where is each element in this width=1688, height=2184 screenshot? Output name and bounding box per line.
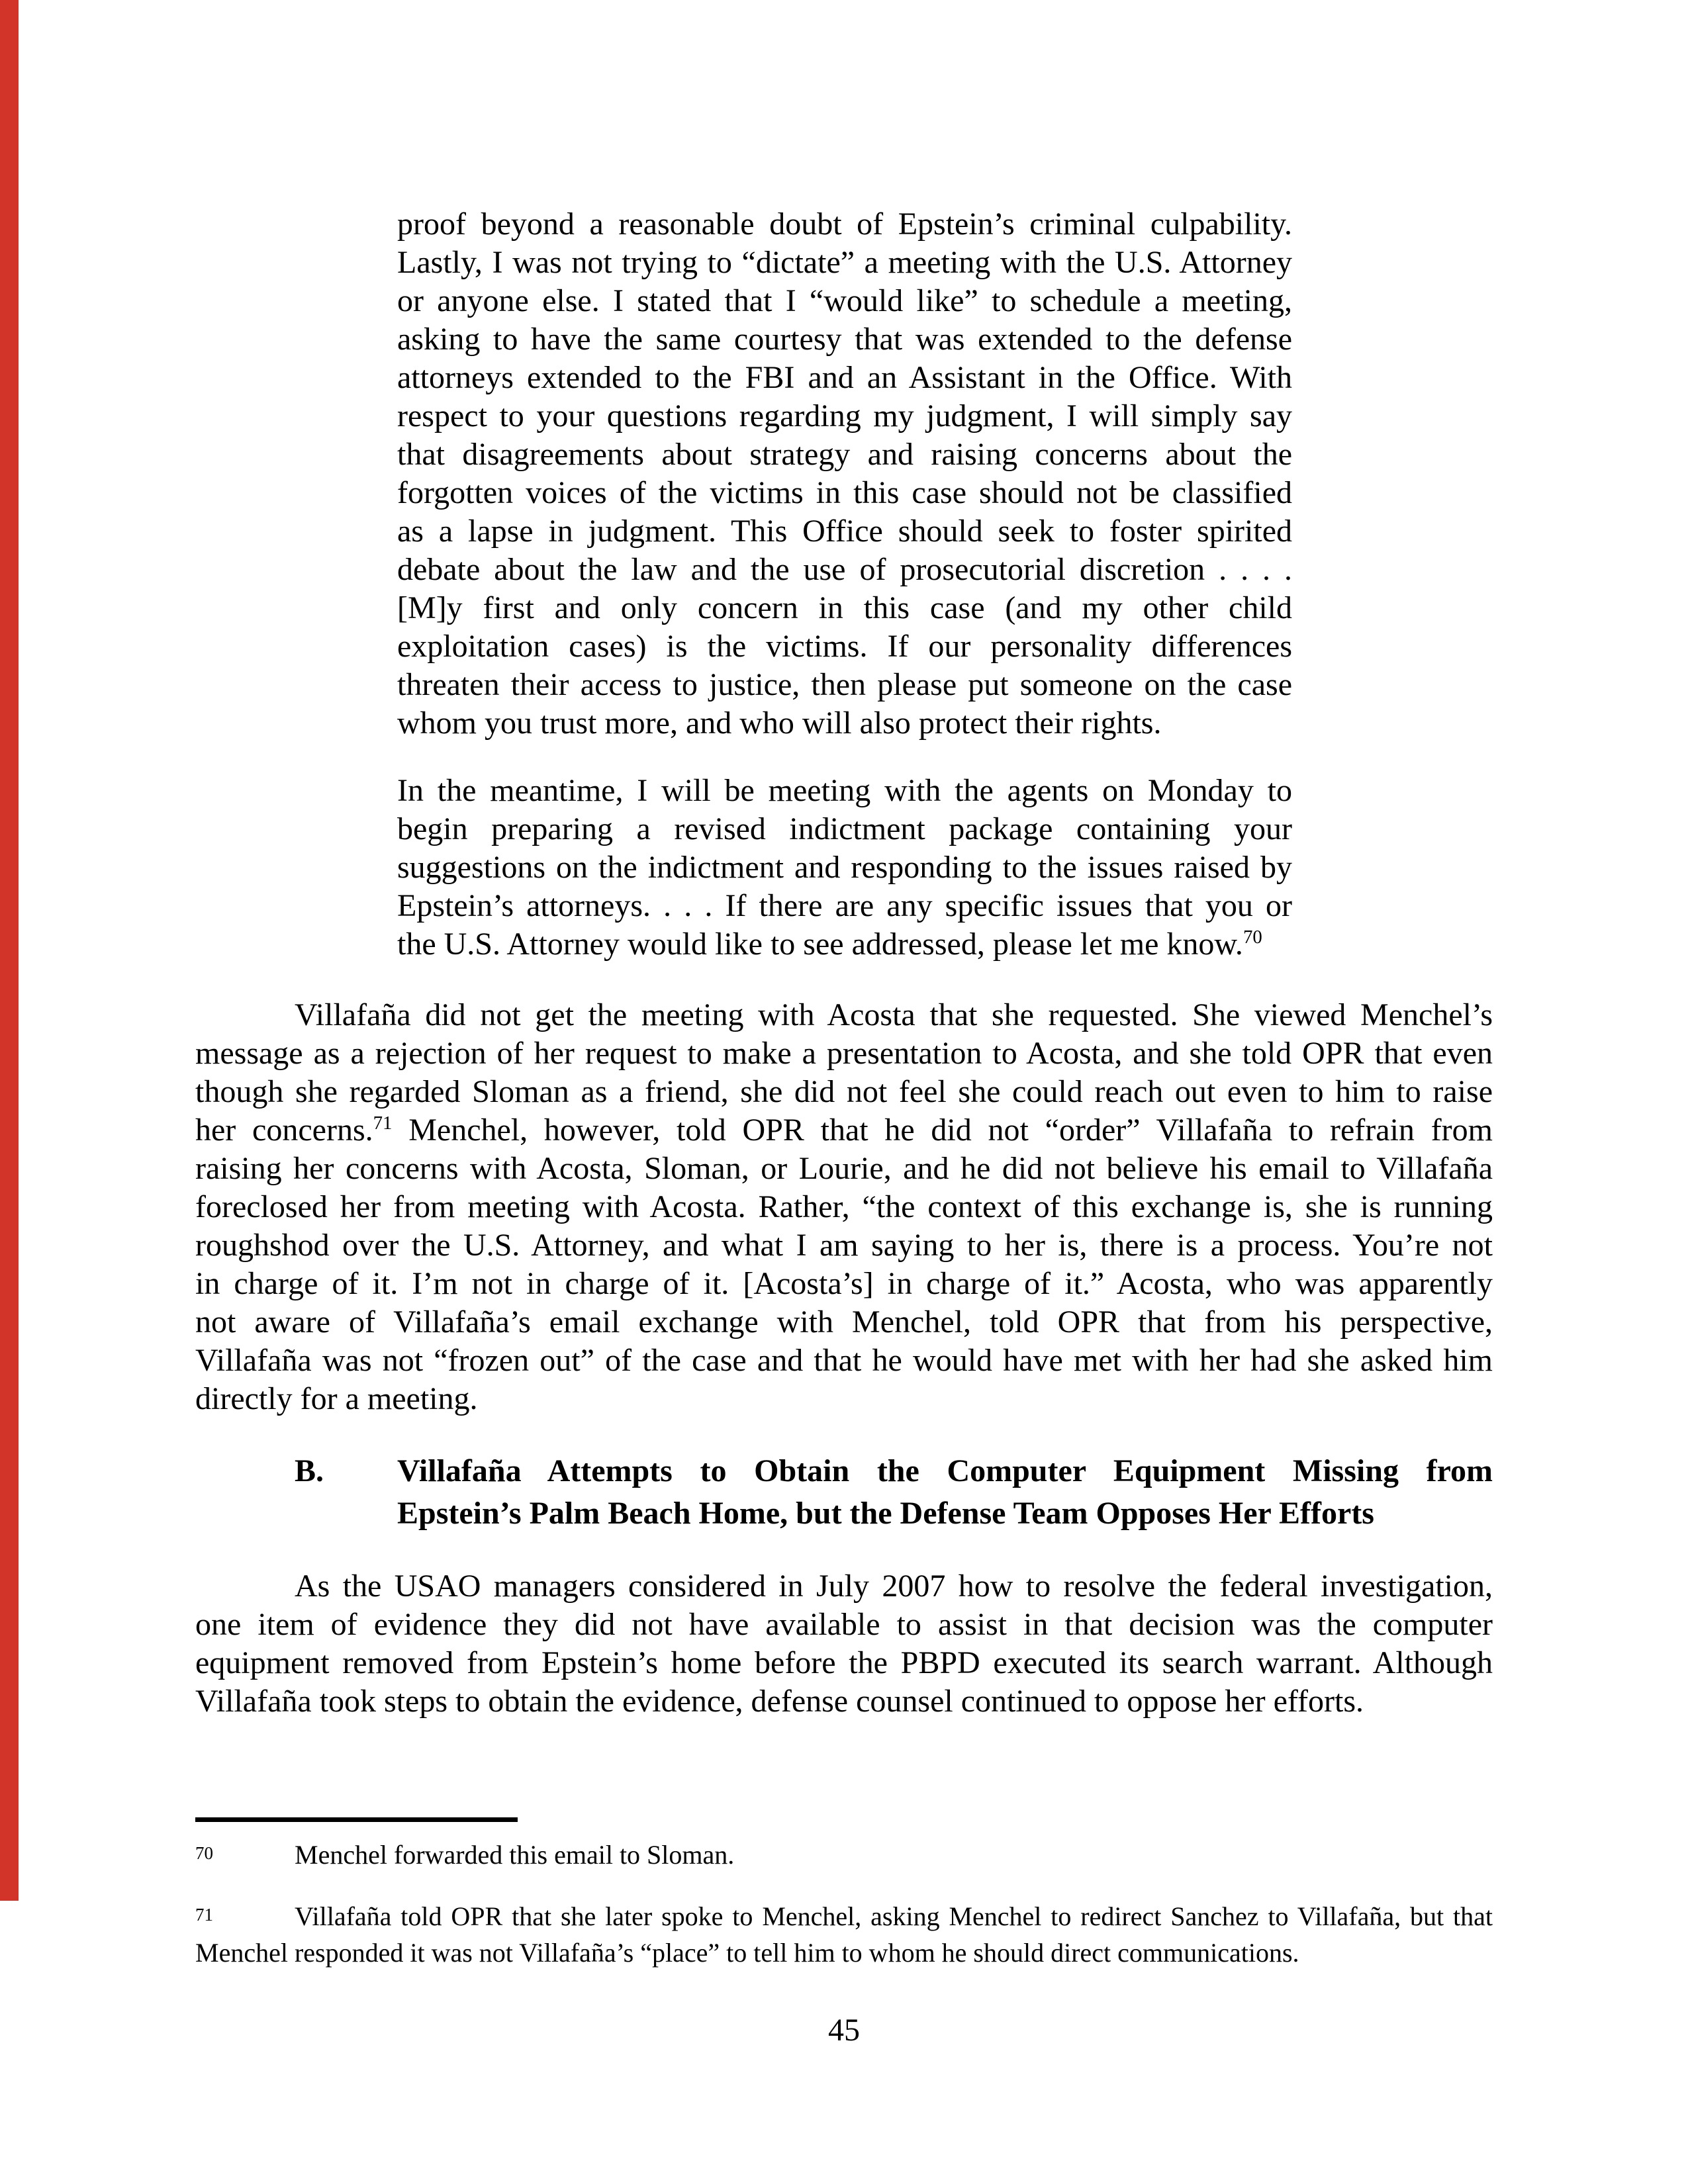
text-line: in charge of it. I’m not in charge of it. [Acosta’s] in charge of it.” Acosta, who was apparently (195, 1266, 1493, 1301)
text-line: Villafaña told OPR that she later spoke to Menchel, asking Menchel to redirect Sanchez to Villafaña, but that (295, 1901, 1493, 1931)
footnote-71-text (195, 1898, 1493, 1971)
footnote-70-marker: 70 (195, 1843, 213, 1863)
text-line: Villafaña was not “frozen out” of the case and that he would have met with her had she asked him (195, 1343, 1493, 1378)
text-line: proof beyond a reasonable doubt of Epstein’s criminal culpability. (397, 206, 1292, 242)
text-line: Villafaña took steps to obtain the evidence, defense counsel continued to oppose her efforts. (195, 1684, 1364, 1719)
text-line: message as a rejection of her request to make a presentation to Acosta, and she told OPR that even (195, 1036, 1493, 1071)
text-line: the U.S. Attorney would like to see addressed, please let me know.$^{70}$ (397, 927, 1262, 962)
text-line: suggestions on the indictment and responding to the issues raised by (397, 850, 1292, 885)
footnote-71 (195, 1898, 1493, 1971)
text-line: forgotten voices of the victims in this case should not be classified (397, 475, 1292, 510)
block-quote-paragraph-1 (397, 205, 1292, 743)
text-line: asking to have the same courtesy that was extended to the defense (397, 322, 1292, 357)
text-line: threaten their access to justice, then please put someone on the case (397, 667, 1292, 702)
footnote-71-marker: 71 (195, 1905, 213, 1925)
section-title (397, 1450, 1493, 1535)
text-line: Menchel forwarded this email to Sloman. (295, 1840, 735, 1870)
text-line: exploitation cases) is the victims. If our personality differences (397, 629, 1292, 664)
text-line: Menchel responded it was not Villafaña’s “place” to tell him to whom he should direct communications. (195, 1938, 1299, 1968)
text-line: Epstein’s attorneys. . . . If there are any specific issues that you or (397, 888, 1292, 923)
footnote-divider (195, 1817, 518, 1822)
block-quote-paragraph-2 (397, 772, 1292, 964)
text-line: directly for a meeting. (195, 1381, 478, 1416)
text-line: whom you trust more, and who will also protect their rights. (397, 705, 1162, 741)
text-line: In the meantime, I will be meeting with the agents on Monday to (397, 773, 1292, 808)
text-line: foreclosed her from meeting with Acosta. Rather, “the context of this exchange is, she is running (195, 1189, 1493, 1224)
text-line: Lastly, I was not trying to “dictate” a meeting with the U.S. Attorney (397, 245, 1292, 280)
footnote-70 (195, 1837, 1493, 1873)
text-line: roughshod over the U.S. Attorney, and what I am saying to her is, there is a process. You’re not (195, 1228, 1493, 1263)
text-line: debate about the law and the use of prosecutorial discretion . . . . (397, 552, 1292, 587)
text-line: though she regarded Sloman as a friend, she did not feel she could reach out even to him to raise (195, 1074, 1493, 1109)
text-line: Villafaña Attempts to Obtain the Computer Equipment Missing from (397, 1453, 1493, 1488)
text-line: respect to your questions regarding my judgment, I will simply say (397, 398, 1292, 433)
section-number: B. (295, 1453, 324, 1488)
footnote-70-text (195, 1837, 1493, 1873)
text-line: that disagreements about strategy and raising concerns about the (397, 437, 1292, 472)
section-heading (295, 1450, 1493, 1535)
text-line: equipment removed from Epstein’s home before the PBPD executed its search warrant. Although (195, 1645, 1493, 1680)
text-line: or anyone else. I stated that I “would like” to schedule a meeting, (397, 283, 1292, 318)
body-paragraph-1 (195, 996, 1493, 1418)
body-paragraph-2 (195, 1567, 1493, 1721)
text-line: not aware of Villafaña’s email exchange with Menchel, told OPR that from his perspective, (195, 1304, 1493, 1340)
text-line: Villafaña did not get the meeting with Acosta that she requested. She viewed Menchel’s (295, 997, 1493, 1032)
text-line: [M]y first and only concern in this case (and my other child (397, 590, 1292, 625)
text-line: begin preparing a revised indictment package containing your (397, 811, 1292, 846)
text-line: as a lapse in judgment. This Office should seek to foster spirited (397, 514, 1292, 549)
page-number: 45 (828, 2013, 860, 2048)
scan-artifact-red-margin-line (0, 0, 19, 1901)
text-line: one item of evidence they did not have available to assist in that decision was the computer (195, 1607, 1493, 1642)
text-line: raising her concerns with Acosta, Sloman, or Lourie, and he did not believe his email to Villafaña (195, 1151, 1493, 1186)
text-line: As the USAO managers considered in July 2007 how to resolve the federal investigation, (295, 1569, 1493, 1604)
text-line: her concerns.$^{71}$ Menchel, however, told OPR that he did not “order” Villafaña to refrain from (195, 1113, 1493, 1148)
text-line: Epstein’s Palm Beach Home, but the Defense Team Opposes Her Efforts (397, 1496, 1374, 1531)
text-line: attorneys extended to the FBI and an Assistant in the Office. With (397, 360, 1292, 395)
